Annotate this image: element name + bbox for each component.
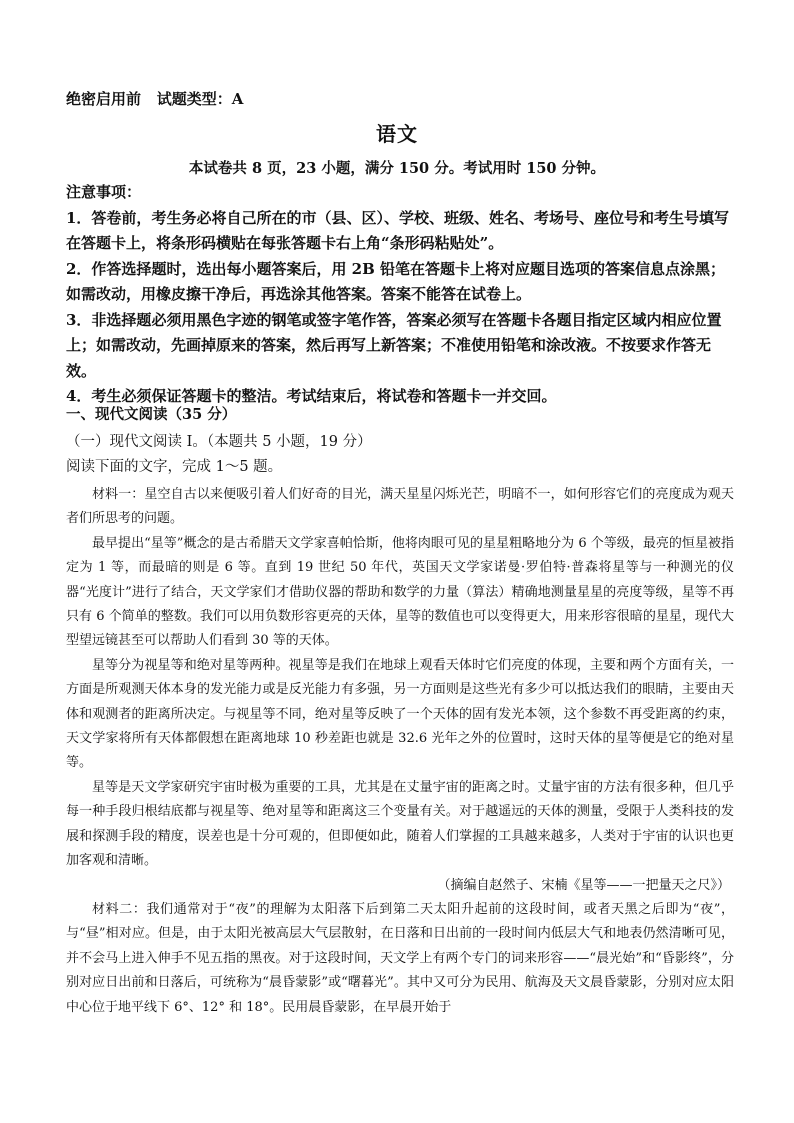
source-citation: （摘编自赵然子、宋楠《星等——一把量天之尺》） bbox=[437, 877, 730, 893]
reading-instruction: 阅读下面的文字，完成 1～5 题。 bbox=[66, 459, 283, 475]
notice-item: 4．考生必须保证答题卡的整洁。考试结束后，将试卷和答题卡一并交回。 bbox=[66, 387, 557, 405]
paper-type-label: 试题类型：A bbox=[156, 90, 244, 108]
passage-paragraph: 最早提出“星等”概念的是古希腊天文学家喜帕恰斯，他将肉眼可见的星星粗略地分为 6 个等级，最亮的恒星被指定为 1 等，而最暗的则是 6 等。直到 19 世纪 50 年代，英国天文学家诺曼·罗伯特·普森将星等与一种测光的仪器“光度计”进行了结合，天文学家们才借助仪器的帮助和数学的力量（算法）精确地测量星星的亮度等级，星等不再只有 6 个简单的整数。我们可以用负数形容更亮的天体，星等的数值也可以变得更大，用来形容很暗的星星，现代大型望远镜甚至可以帮助人们看到 30 等的天体。 bbox=[66, 535, 734, 649]
reading-passage bbox=[66, 483, 734, 1020]
notice-item: 2．作答选择题时，选出每小题答案后，用 2B 铅笔在答题卡上将对应题目选项的答案信息点涂黑；如需改动，用橡皮擦干净后，再选涂其他答案。答案不能答在试卷上。 bbox=[66, 259, 726, 303]
subsection-heading: （一）现代文阅读 Ⅰ。（本题共 5 小题，19 分） bbox=[66, 434, 372, 450]
passage-paragraph: 材料二：我们通常对于“夜”的理解为太阳落下后到第二天太阳升起前的这段时间，或者天黑之后即为“夜”，与“昼”相对应。但是，由于太阳光被高层大气层散射，在日落和日出前的一段时间内低层大气和地表仍然清晰可见，并不会马上进入伸手不见五指的黑夜。对于这段时间，天文学上有两个专门的词来形容——“晨光始”和“昏影终”，分别对应日出前和日落后，可统称为“晨昏蒙影”或“曙暮光”。其中又可分为民用、航海及天文晨昏蒙影，分别对应太阳中心位于地平线下 6°、12° 和 18°。民用晨昏蒙影，在早晨开始于 bbox=[66, 901, 734, 1015]
header-line bbox=[66, 88, 243, 109]
notice-item: 3．非选择题必须用黑色字迹的钢笔或签字笔作答，答案必须写在答题卡各题目指定区域内相应位置上；如需改动，先画掉原来的答案，然后再写上新答案；不准使用铅笔和涂改液。不按要求作答无效。 bbox=[66, 310, 722, 380]
passage-paragraph: 材料一：星空自古以来便吸引着人们好奇的目光，满天星星闪烁光芒，明暗不一，如何形容它们的亮度成为观天者们所思考的问题。 bbox=[66, 487, 734, 527]
passage-paragraph: 星等分为视星等和绝对星等两种。视星等是我们在地球上观看天体时它们亮度的体现，主要和两个方面有关，一方面是所观测天体本身的发光能力或是反光能力有多强，另一方面则是这些光有多少可以抵达我们的眼睛，主要由天体和观测者的距离所决定。与视星等不同，绝对星等反映了一个天体的固有发光本领，这个参数不再受距离的约束，天文学家将所有天体都假想在距离地球 10 秒差距也就是 32.6 光年之外的位置时，这时天体的星等便是它的绝对星等。 bbox=[66, 657, 734, 771]
page-title: 语文 bbox=[376, 122, 418, 146]
notice-block bbox=[66, 180, 734, 410]
classification-label: 绝密启用前 bbox=[66, 90, 142, 108]
notice-item: 1．答卷前，考生务必将自己所在的市（县、区）、学校、班级、姓名、考场号、座位号和考生号填写在答题卡上，将条形码横贴在每张答题卡右上角“条形码粘贴处”。 bbox=[66, 208, 729, 252]
notice-heading: 注意事项： bbox=[66, 183, 142, 201]
exam-summary: 本试卷共 8 页，23 小题，满分 150 分。考试用时 150 分钟。 bbox=[188, 160, 606, 177]
passage-paragraph: 星等是天文学家研究宇宙时极为重要的工具，尤其是在丈量宇宙的距离之时。丈量宇宙的方法有很多种，但几乎每一种手段归根结底都与视星等、绝对星等和距离这三个变量有关。对于越遥远的天体的测量，受限于人类科技的发展和探测手段的精度，误差也是十分可观的，但即便如此，随着人们掌握的工具越来越多，人类对于宇宙的认识也更加客观和清晰。 bbox=[66, 779, 734, 869]
section-heading: 一、现代文阅读（35 分） bbox=[66, 406, 237, 423]
